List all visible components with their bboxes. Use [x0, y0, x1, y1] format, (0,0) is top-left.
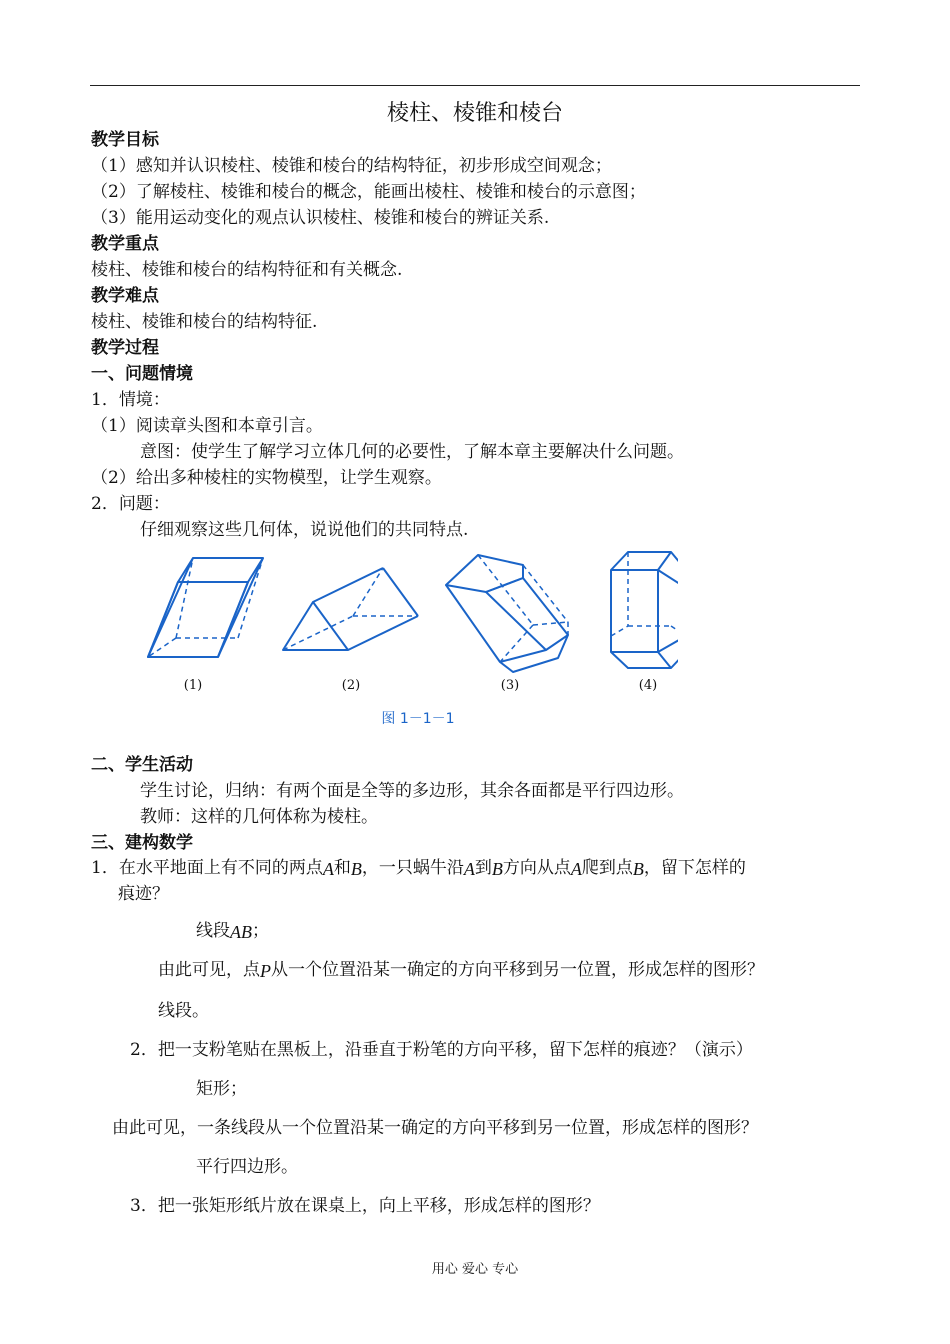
difficult-heading: 教学难点: [91, 286, 159, 306]
answer-1-text: ；: [252, 921, 269, 941]
point-a: A: [463, 859, 475, 879]
process-heading: 教学过程: [91, 338, 159, 358]
activity-text: 学生讨论，归纳：有两个面是全等的多边形，其余各面都是平行四边形。: [140, 781, 684, 801]
part1-heading: 一、问题情境: [91, 364, 193, 384]
situation-item: （2）给出多种棱柱的实物模型，让学生观察。: [91, 468, 442, 488]
question-2: 2．把一支粉笔贴在黑板上，沿垂直于粉笔的方向平移，留下怎样的痕迹？（演示）: [130, 1040, 753, 1060]
answer-2b: 平行四边形。: [196, 1157, 298, 1177]
prism-2-icon: [283, 568, 418, 650]
key-heading: 教学重点: [91, 234, 159, 254]
question-1b-text: 从一个位置沿某一确定的方向平移到另一位置，形成怎样的图形？: [271, 960, 764, 980]
question-1-text: 1．在水平地面上有不同的两点: [91, 858, 323, 878]
point-b: B: [491, 859, 503, 879]
header-rule: [90, 85, 860, 86]
prism-1-icon: [148, 558, 263, 657]
situation-item: （1）阅读章头图和本章引言。: [91, 416, 323, 436]
figure-label-2: (2): [341, 678, 361, 693]
part2-heading: 二、学生活动: [91, 755, 193, 775]
situation-intent: 意图：使学生了解学习立体几何的必要性，了解本章主要解决什么问题。: [140, 442, 684, 462]
question-1-text: ，留下怎样的: [643, 858, 746, 878]
prism-4-icon: [611, 552, 678, 668]
answer-2: 矩形；: [196, 1079, 247, 1099]
situation-label: 1．情境：: [91, 390, 170, 410]
question-1-text: 和: [333, 858, 351, 878]
point-a: A: [322, 859, 334, 879]
answer-1-text: 线段: [196, 921, 230, 941]
prism-3-icon: [446, 555, 568, 672]
question-1-continued: 痕迹？: [118, 884, 169, 904]
prism-figure: [138, 540, 678, 735]
point-b: B: [350, 859, 362, 879]
question-1b: [158, 957, 764, 982]
segment-ab: AB: [230, 922, 252, 942]
question-1-text: 方向从点: [502, 858, 571, 878]
question-1-text: 爬到点: [581, 858, 633, 878]
goal-item: （2）了解棱柱、棱锥和棱台的概念，能画出棱柱、棱锥和棱台的示意图；: [91, 182, 646, 202]
answer-1: [196, 918, 269, 943]
difficult-text: 棱柱、棱锥和棱台的结构特征.: [91, 312, 318, 332]
goal-item: （3）能用运动变化的观点认识棱柱、棱锥和棱台的辨证关系.: [91, 208, 550, 228]
part3-heading: 三、建构数学: [91, 833, 193, 853]
page-footer: 用心 爱心 专心: [431, 1262, 519, 1277]
question-2b: 由此可见，一条线段从一个位置沿某一确定的方向平移到另一位置，形成怎样的图形？: [112, 1118, 758, 1138]
point-p: P: [260, 961, 271, 981]
question-1: [91, 855, 746, 880]
goals-heading: 教学目标: [91, 130, 159, 150]
page-title: 棱柱、棱锥和棱台: [386, 101, 563, 126]
figure-label-1: (1): [183, 678, 203, 693]
figure-label-3: (3): [500, 678, 520, 693]
figure-label-4: (4): [638, 678, 658, 693]
key-text: 棱柱、棱锥和棱台的结构特征和有关概念.: [91, 260, 403, 280]
point-a: A: [570, 859, 582, 879]
point-b: B: [632, 859, 644, 879]
question-label: 2．问题：: [91, 494, 170, 514]
question-1-text: ，一只蜗牛沿: [361, 858, 464, 878]
question-text: 仔细观察这些几何体，说说他们的共同特点.: [140, 520, 469, 540]
question-1-text: 到: [474, 858, 492, 878]
goal-item: （1）感知并认识棱柱、棱锥和棱台的结构特征，初步形成空间观念；: [91, 156, 612, 176]
answer-1b: 线段。: [158, 1001, 209, 1021]
question-1b-text: 由此可见，点: [158, 960, 260, 980]
question-3: 3．把一张矩形纸片放在课桌上，向上平移，形成怎样的图形？: [130, 1196, 600, 1216]
activity-text: 教师：这样的几何体称为棱柱。: [140, 807, 378, 827]
figure-caption: 图 1－1－1: [381, 711, 455, 727]
